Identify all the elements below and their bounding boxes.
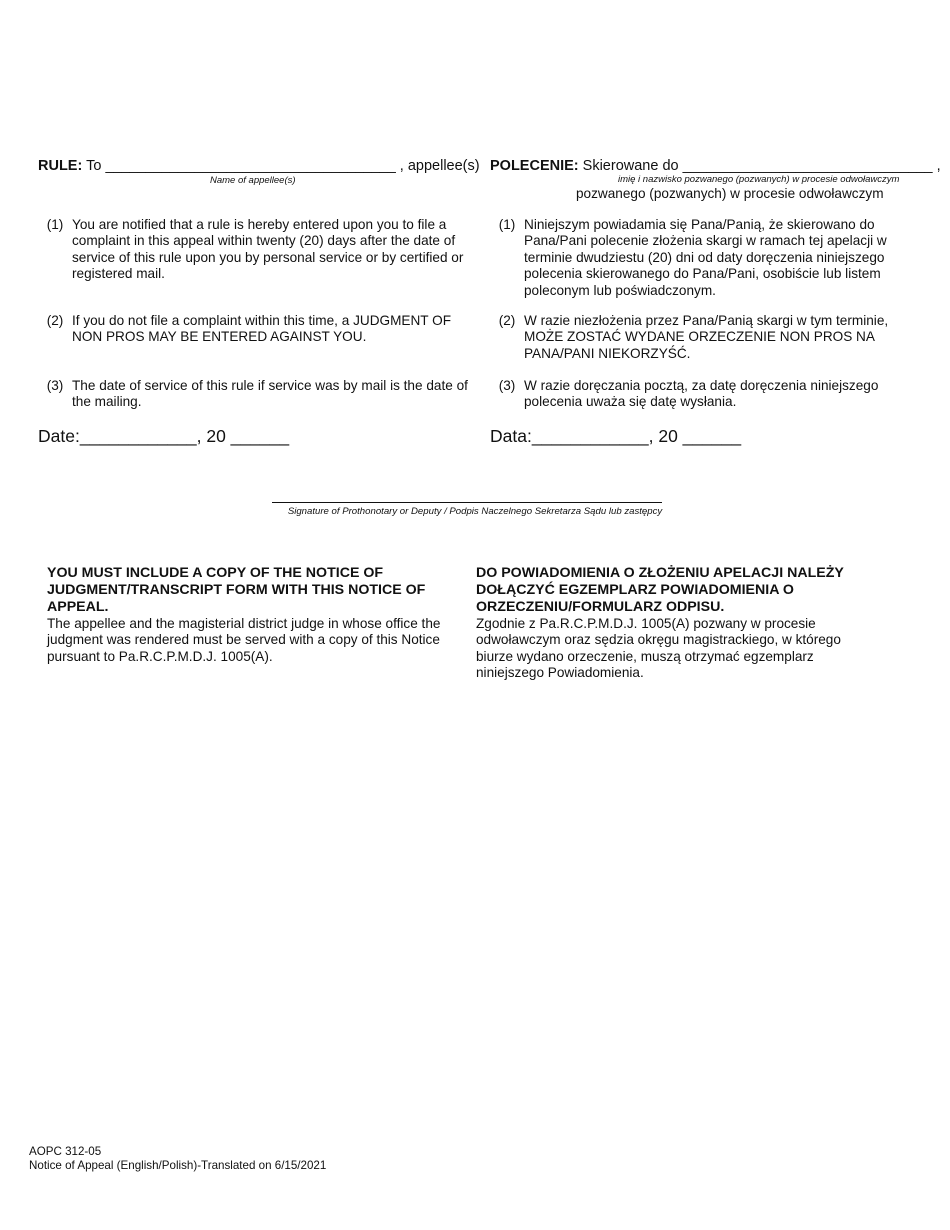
item-number: (3)	[498, 378, 516, 393]
rule-suffix: , appellee(s)	[399, 158, 480, 174]
list-item	[38, 217, 468, 283]
polecenie-sublabel: imię i nazwisko pozwanego (pozwanych) w procesie odwoławczym	[618, 174, 900, 185]
polecenie-label: POLECENIE:	[490, 158, 579, 174]
list-item	[38, 378, 468, 412]
rule-label: RULE:	[38, 158, 83, 174]
item-number: (2)	[498, 313, 516, 328]
polecenie-second-line: pozwanego (pozwanych) w procesie odwoławczym	[576, 186, 884, 201]
form-number: AOPC 312-05	[29, 1145, 102, 1158]
item-text: W razie niezłożenia przez Pana/Panią skargi w tym terminie, MOŻE ZOSTAĆ WYDANE ORZECZENIE NON PROS NA PANA/PANI NIEKORZYŚĆ.	[524, 313, 889, 361]
item-text: The date of service of this rule if service was by mail is the date of the mailing.	[72, 378, 468, 410]
appellee-name-sublabel: Name of appellee(s)	[210, 175, 296, 186]
polecenie-line	[490, 157, 941, 175]
list-item	[490, 217, 920, 299]
item-number: (2)	[46, 313, 64, 328]
item-text: You are notified that a rule is hereby entered upon you to file a complaint in this appeal within twenty (20) days after the date of service of this rule upon you by personal service or by certified or registered mail.	[72, 217, 464, 282]
rule-to: To	[86, 158, 102, 174]
polecenie-name-blank[interactable]: _______________________________	[682, 158, 933, 174]
date-field-en[interactable]: Date:____________, 20 ______	[38, 426, 290, 446]
appellee-name-blank[interactable]: ____________________________________	[105, 158, 396, 174]
signature-label: Signature of Prothonotary or Deputy / Podpis Naczelnego Sekretarza Sądu lub zastępcy	[287, 506, 663, 517]
list-item	[490, 378, 920, 412]
item-text: Niniejszym powiadamia się Pana/Panią, że skierowano do Pana/Pani polecenie złożenia skargi w ramach tej apelacji w terminie dwudziestu (20) dni od daty doręczenia niniejszego polecenia skierowanego do Pana/Pani, osobiście lub listem poleconym lub poświadczonym.	[524, 217, 887, 298]
item-number: (3)	[46, 378, 64, 393]
form-title: Notice of Appeal (English/Polish)-Translated on 6/15/2021	[29, 1159, 327, 1172]
item-text: If you do not file a complaint within this time, a JUDGMENT OF NON PROS MAY BE ENTERED AGAINST YOU.	[72, 313, 451, 345]
item-number: (1)	[46, 217, 64, 232]
notice-en	[47, 565, 459, 665]
list-item	[38, 313, 468, 347]
polecenie-to: Skierowane do	[582, 158, 679, 174]
rule-line	[38, 157, 480, 175]
notice-en-heading: YOU MUST INCLUDE A COPY OF THE NOTICE OF JUDGMENT/TRANSCRIPT FORM WITH THIS NOTICE OF APPEAL.	[47, 565, 426, 615]
item-number: (1)	[498, 217, 516, 232]
signature-line[interactable]	[272, 502, 662, 503]
polecenie-suffix: ,	[936, 158, 941, 174]
notice-pl-heading: DO POWIADOMIENIA O ZŁOŻENIU APELACJI NALEŻY DOŁĄCZYĆ EGZEMPLARZ POWIADOMIENIA O ORZECZENIU/FORMULARZ ODPISU.	[476, 565, 844, 615]
notice-pl	[476, 565, 876, 682]
item-text: W razie doręczania pocztą, za datę doręczenia niniejszego polecenia uważa się datę wysłania.	[524, 378, 879, 410]
date-field-pl[interactable]: Data:____________, 20 ______	[490, 426, 742, 446]
list-item	[490, 313, 920, 363]
notice-en-body: The appellee and the magisterial district judge in whose office the judgment was rendered must be served with a copy of this Notice pursuant to Pa.R.C.P.M.D.J. 1005(A).	[47, 616, 441, 664]
notice-pl-body: Zgodnie z Pa.R.C.P.M.D.J. 1005(A) pozwany w procesie odwoławczym oraz sędzia okręgu magistrackiego, w którego biurze wydano orzeczenie, muszą otrzymać egzemplarz niniejszego Powiadomienia.	[476, 616, 841, 681]
